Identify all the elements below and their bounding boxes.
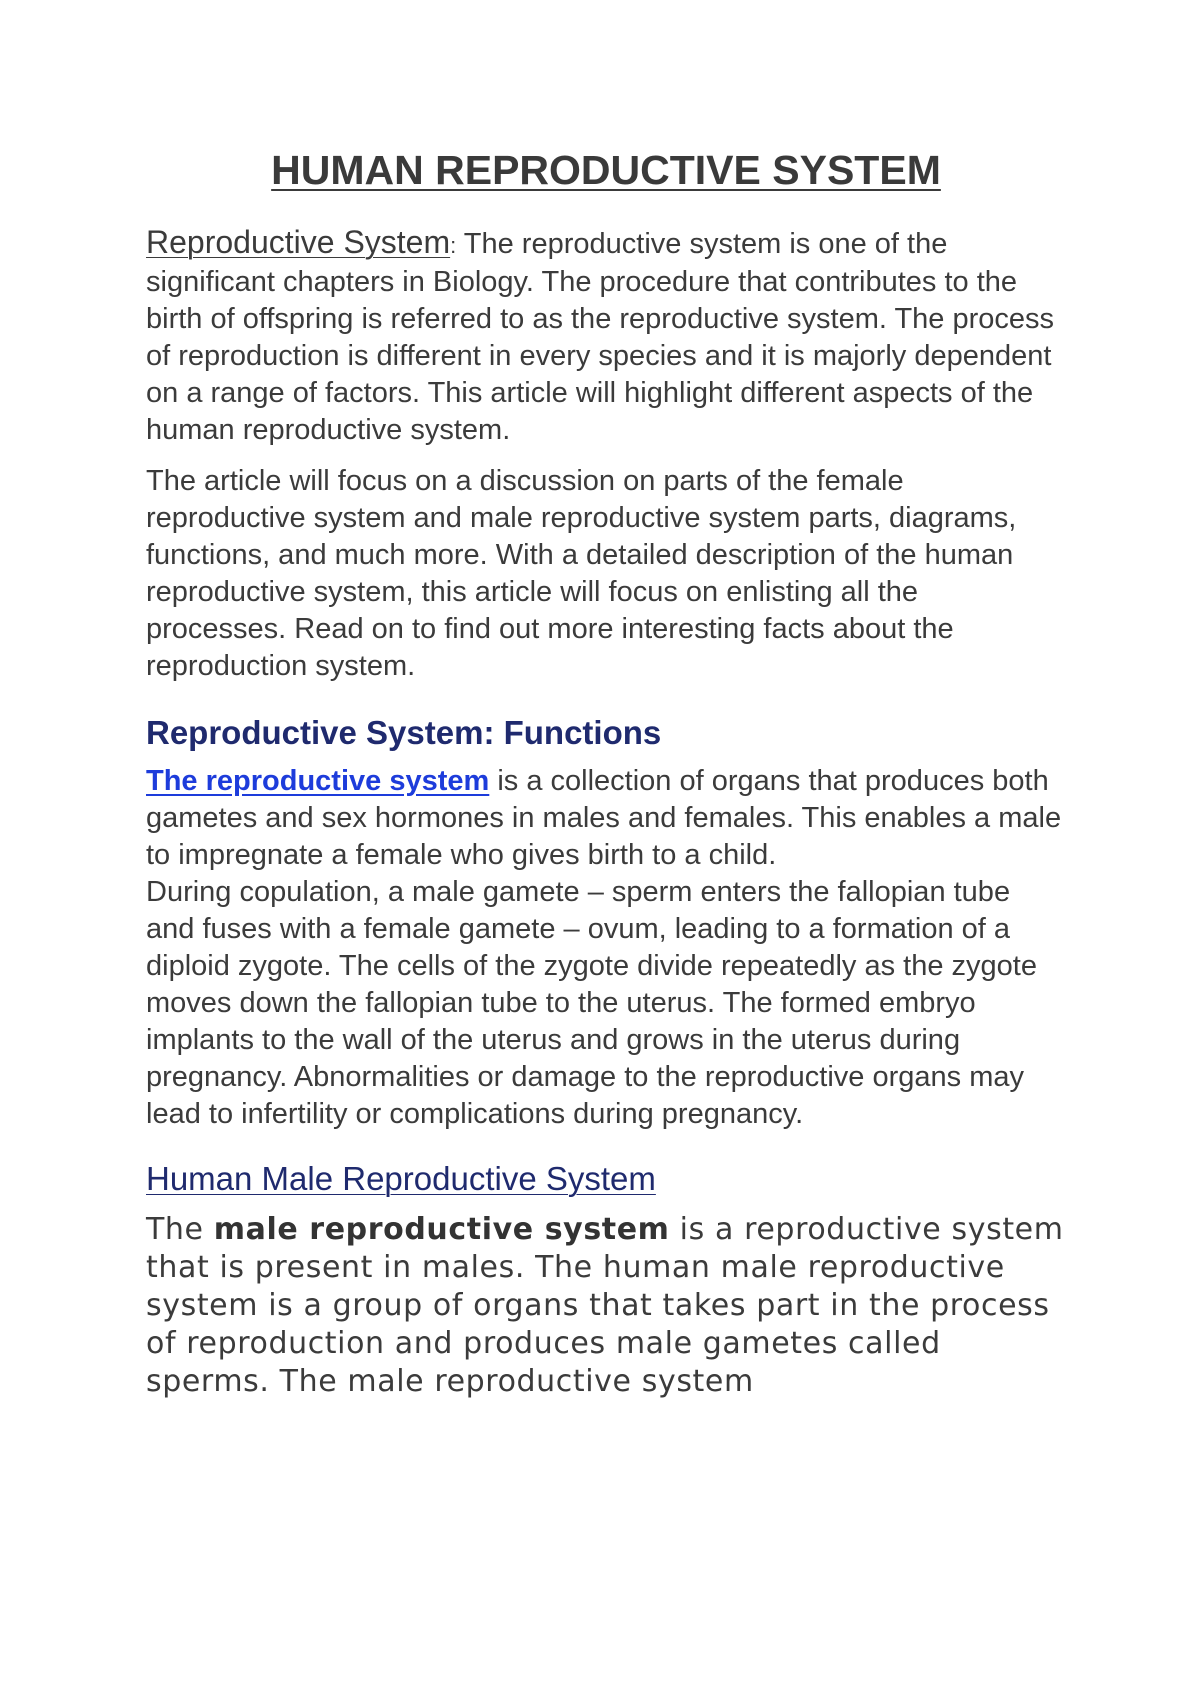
page-title: HUMAN REPRODUCTIVE SYSTEM [271,147,941,193]
male-system-paragraph [146,1211,1066,1401]
male-system-heading: Human Male Reproductive System [146,1160,656,1197]
document-body [146,140,1066,1401]
male-bold-term: male reproductive system [213,1212,670,1247]
intro-text: The reproductive system is one of the significant chapters in Biology. The procedure that contributes to the birth of offspring is referred to as the reproductive system. The process of reproduction is different in every species and it is majorly dependent on a range of factors. This article will highlight different aspects of the human reproductive system. [146,228,1055,446]
male-text: is a reproductive system that is present in males. The human male reproductive system is a group of organs that takes part in the process of reproduction and produces male gametes called sperms. The male reproductive system [146,1212,1064,1399]
functions-paragraph [146,763,1066,874]
male-prefix: The [146,1212,214,1247]
intro-colon: : [450,233,457,258]
functions-paragraph-2: During copulation, a male gamete – sperm enters the fallopian tube and fuses with a female gamete – ovum, leading to a formation of a diploid zygote. The cells of the zygote divide repeatedly as the zygote moves down the fallopian tube to the uterus. The formed embryo implants to the wall of the uterus and grows in the uterus during pregnancy. Abnormalities or damage to the reproductive organs may lead to infertility or complications during pregnancy. [146,876,1037,1130]
intro-paragraph-2: The article will focus on a discussion on parts of the female reproductive system and male reproductive system parts, diagrams, functions, and much more. With a detailed description of the human reproductive system, this article will focus on enlisting all the processes. Read on to find out more interesting facts about the reproduction system. [146,465,1017,682]
functions-heading: Reproductive System: Functions [146,714,662,751]
intro-paragraph [146,224,1066,449]
intro-lead: Reproductive System [146,224,451,260]
reproductive-system-link[interactable]: The reproductive system [146,765,490,797]
functions-text-1: is a collection of organs that produces both gametes and sex hormones in males and females. This enables a male to impregnate a female who gives birth to a child. [146,765,1062,871]
